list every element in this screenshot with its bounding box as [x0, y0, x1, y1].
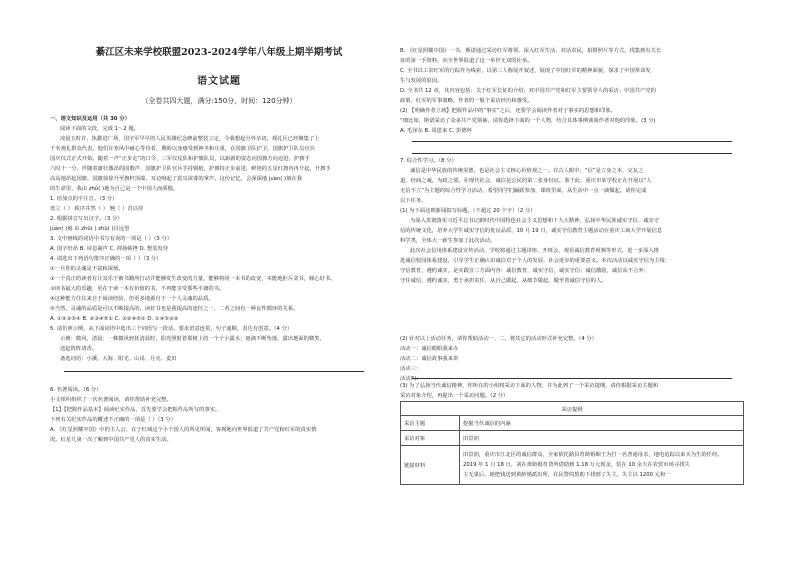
activity-2: 活动二：诚信故事我来讲	[400, 356, 459, 362]
answer-line[interactable]	[412, 153, 732, 154]
right-column	[400, 0, 744, 562]
option-line: C. 全书以工农红军的行踪作为线索，以第三人称展开叙述，展现了中国红军的精神面貌，探求了中国革命发	[400, 68, 651, 74]
passage-line: 六时十一分，伴随着雄壮激昂的国歌声，国旗护卫队官兵手持钢枪，护旗持正步前进，鲜艳的五星红旗冉冉升起，升旗手	[50, 166, 331, 172]
text-line: 小文组织组织了一次名著阅读，请你帮助补充完整。	[50, 397, 172, 403]
section-one	[50, 114, 388, 364]
passage-line: 的生命里，我由 zhǔ( )地为自己是一个中国人而骄傲。	[50, 186, 179, 192]
sentence-line: ②一个真正的读者有让其乐于被书籍所打动并能够发生改变的力量，能够将同一本书的改变，本能地拒斥贪书，倾心好书。	[50, 276, 336, 282]
option-line: A. 《红星照耀中国》中的主人公，在于红域这个小个国人的所见所闻，客观地向世界报道了共产党和红军的真实情	[50, 427, 317, 433]
text-line: “细比如，斯诺采访了众多共产党领袖，请你选择下面的一个人物，结合具体事例谈谈作者对他的印象。(3 分)	[400, 118, 656, 124]
option-line: D. 全书共 12 章，其内容包括：关于红军长征的介绍；对中国共产党和红军主要领导人的采访；中国共产党的	[400, 88, 656, 94]
passage-line: 国庆仪式正式开始。随着一声“正步走”的口令，三军仪仗队和护旗队员，以崭新的姿态向国旗方向迈进，护旗手	[50, 156, 310, 162]
question-3: 3. 文中画线的词语中书写有误的一项是（ ）（3 分）	[50, 236, 173, 242]
subject-title: 语文试题	[197, 76, 241, 87]
news-line: 此次社会信用体系建设宣传活动，学校将通过主题讲座、开班会、观看诚信教育视频等形式，进一步深入推	[410, 248, 659, 254]
text-line: (2) 【明确作者立场】把握作品中的“事实”之后，还要学会阅读作者对于事实的思想和印象。	[400, 108, 616, 114]
table-label: 链接材料	[401, 446, 460, 485]
task-2	[400, 334, 744, 384]
word-bank: 备选词语：小溪、大海、阳光、山岗、月亮、麦田	[60, 356, 177, 362]
material-line: 田景润，重庆市江北区的诚信群众，全家依托路县育龄婚姻王为打一名普通母亲，地电追踪以来买为生的任经。	[463, 452, 723, 458]
news-line: 守信教育，遵约诚实，是实践宣三方面内容：诚信教育，诚实守信，诚实守信；诚信激励，诚信从不言弃；	[400, 268, 649, 274]
question-7	[400, 156, 744, 286]
question-4-options: A. ①②③⑤④ B. ②③④⑤① C. ③②④⑤① D. ①④⑤③②	[50, 316, 179, 322]
question-6-continued	[400, 46, 744, 136]
question-3-options: A. 国字轩昂 B. 屏息凝声 C. 抑扬顿挫 D. 整装发待	[50, 246, 169, 252]
text-line: 阅读下面的文段，完成 1～2 题。	[60, 126, 139, 132]
table-label: 采访对象	[401, 431, 460, 446]
passage-line: 凌晨五时许，执勤进广场，国字军早早的人民英雄纪念碑前整装立定，令我想起分外亲切。观礼区已经聚集了上	[60, 136, 320, 142]
question-2-items: juàn( )刻 由 zhǔ( ) zhǔ( )目远望	[50, 226, 130, 232]
intro-line: 以下任务。	[400, 198, 427, 204]
question-2: 2. 根据拼音写出汉字。（3 分）	[50, 216, 123, 222]
sentence-line: ③读书最大的乐趣，更在于读一本有价值的书，不再能享受那些平庸的书。	[50, 286, 225, 292]
news-line: 守住诚信，遵约诚实，勇于承担责任，从自己做起，从细节做起，做至善诚信守信的人。	[400, 278, 607, 284]
activity-1: 活动一：诚信眼眼我来办	[400, 346, 459, 352]
question-5: 5. 请仿照示例，从下面词语中选出三个词语写一段话，要求语意连贯，句子通顺，表达有创意。（4 分）	[50, 326, 293, 332]
answer-line[interactable]	[64, 371, 364, 372]
example-line: 示例：微风，清晨：一株微风轻抚清晨时，阳光照射着那树上的一个个小露水；雨滴不断坠落，露出地面的微笑，	[60, 336, 325, 342]
intro-line: 无信不立”为主题的综合性学习活动，希望同学们踊跃参加，课班里面，从生活中一点一滴做起。请你完成	[400, 188, 647, 194]
option-line: 征的第一手资料，向全世界报道了这一举世无双的壮举。	[400, 58, 533, 64]
person-options: A. 毛泽东 B. 周恩来 C. 彭德怀	[400, 128, 473, 134]
material-line: 主无果后，她把钱送到黄龄婚派出所，在民警的帮助下找到了失主。失主以 1200 元和一	[463, 472, 671, 478]
task-3-question: (3) 为了弘扬当代诚信精神，你所在的小组将采访下面的人物，并为此列了一个采访提纲，请你根据采访主题和	[400, 383, 659, 389]
passage-line: 千名观礼群众代表，他们在寒风中耐心等待着，期盼以身感受到神圣和庄重，在国旗卫队护卫，国旗护卫队员官兵	[50, 146, 315, 152]
intro-line: 诚信是中华民族的传统美德，也是社会主义核心价值观之一。在古人眼中，“信”是立身之本，交友之	[410, 168, 644, 174]
table-label: 采访主题	[401, 416, 460, 431]
text-line: 下列有关纪实作品的概述不正确的一项是（ ）（3 分）	[50, 417, 176, 423]
option-line: 政策，红军的军事策略，作者的一般个采访经历和感受。	[400, 98, 533, 104]
option-line: 况。红星几第一次了解到中国共产党人的真实生活。	[50, 437, 172, 443]
question-1: 1. 给加点的字注音。（3 分）	[50, 196, 118, 202]
news-line: 信的传统文化，培养大学生诚实守信的优良品质，10 月 19 日，诚实守信教育主题活动在重庆工商大学开展信息	[400, 228, 663, 234]
exam-info: （全卷共四大题，满分:150分，时间：120分钟）	[141, 97, 297, 105]
task-3	[400, 381, 744, 401]
news-line: 进诚信校园体系建设，引导学生正确认识诚信对于个人的发展、社会进步的重要意义。本次活动以诚实守信为主线：	[400, 258, 671, 264]
left-column	[50, 0, 388, 562]
answer-line[interactable]	[412, 141, 732, 142]
sentence-line: ①一旦你的灵魂是不富和深刻。	[50, 266, 124, 272]
table-title: 采访提纲	[401, 402, 744, 416]
exam-title: 綦江区未来学校联盟2023-2024学年八年级上期半期考试	[95, 47, 343, 58]
task-3-question: 采访对象介绍，再提出一个采访问题。（2 分）	[400, 393, 509, 399]
text-line: 【1】【把握作品基本】阅读纪实作品，首先要学会把握作品所写的事实。	[50, 407, 221, 413]
sentence-line: ⑤当然，灵魂的品质是可以不断提高的，读好书也是我提高的途径之一，二者之间有一种良性循环的关系。	[50, 306, 299, 312]
example-line: 送起阵阵清香。	[60, 346, 98, 352]
section-heading: 一、语文知识及运用（共 30 分）	[50, 116, 130, 122]
intro-line: 道，经商之魂，为政之要。在现代社会，诚信是公民的第二张身份证。鉴于此，重庆市某学校正在开展以“人	[400, 178, 652, 184]
option-line: 生与发展的原因。	[400, 78, 443, 84]
interview-plan-table	[400, 401, 744, 485]
sentence-line: ④这种能力往往来自于阅读经验，但更多地源自于一个人灵魂的品质。	[50, 296, 214, 302]
question-6-title: 6. 名著阅读。（6 分）	[50, 387, 102, 393]
question-6	[50, 385, 388, 445]
option-line: B. 《红星照耀中国》一书，斯诺通过采访红军将领、深入红军生活、对话农民，拍摄照片等方式，找集到有关长	[400, 48, 662, 54]
news-line: 科学类，全体大一新生参加了此次活动。	[400, 238, 496, 244]
question-7-title: 7. 综合性学习。（8 分）	[400, 158, 457, 164]
table-value: 田景润	[460, 431, 744, 446]
activity-4[interactable]: 活动四：	[400, 376, 422, 382]
table-value	[460, 446, 744, 485]
material-line: 2019 年 1 月 18 日，刘在黄龄婚育贷所借助到 1.18 万元现金，装在 10 余天在农贸市场寻找失	[463, 462, 690, 468]
question-4: 4. 请选出下列语句排序正确的一项（ ）（3 分）	[50, 256, 162, 262]
activity-3[interactable]: 活动三：	[400, 366, 422, 372]
task-2-question: (2) 针对以上活动任务，请你帮助活动一、二，将其它的活动形式补充完整。（4 分）	[400, 336, 597, 342]
task-1: (1) 为下面这则新闻拟写标题。（不超过 20 个字）（2 分）	[400, 208, 536, 214]
passage-line: 高高地昂起国旗，国旗徐徐升至旗杆顶端，耳边响起了震耳欲聋的掌声。这份记忆，会深深地 juàn( )刻在我	[50, 176, 302, 182]
table-value: 挖掘当代诚信的内涵	[460, 416, 744, 431]
news-line: 为深入贯彻落实习近平总书记新时代中国特色社会主义思想和十九大精神，弘扬中华民族诚实守信、诚实守	[410, 218, 659, 224]
question-1-items: 盘立（ ） 秩序井然（ ） 翘（ ）首以待	[50, 206, 144, 212]
